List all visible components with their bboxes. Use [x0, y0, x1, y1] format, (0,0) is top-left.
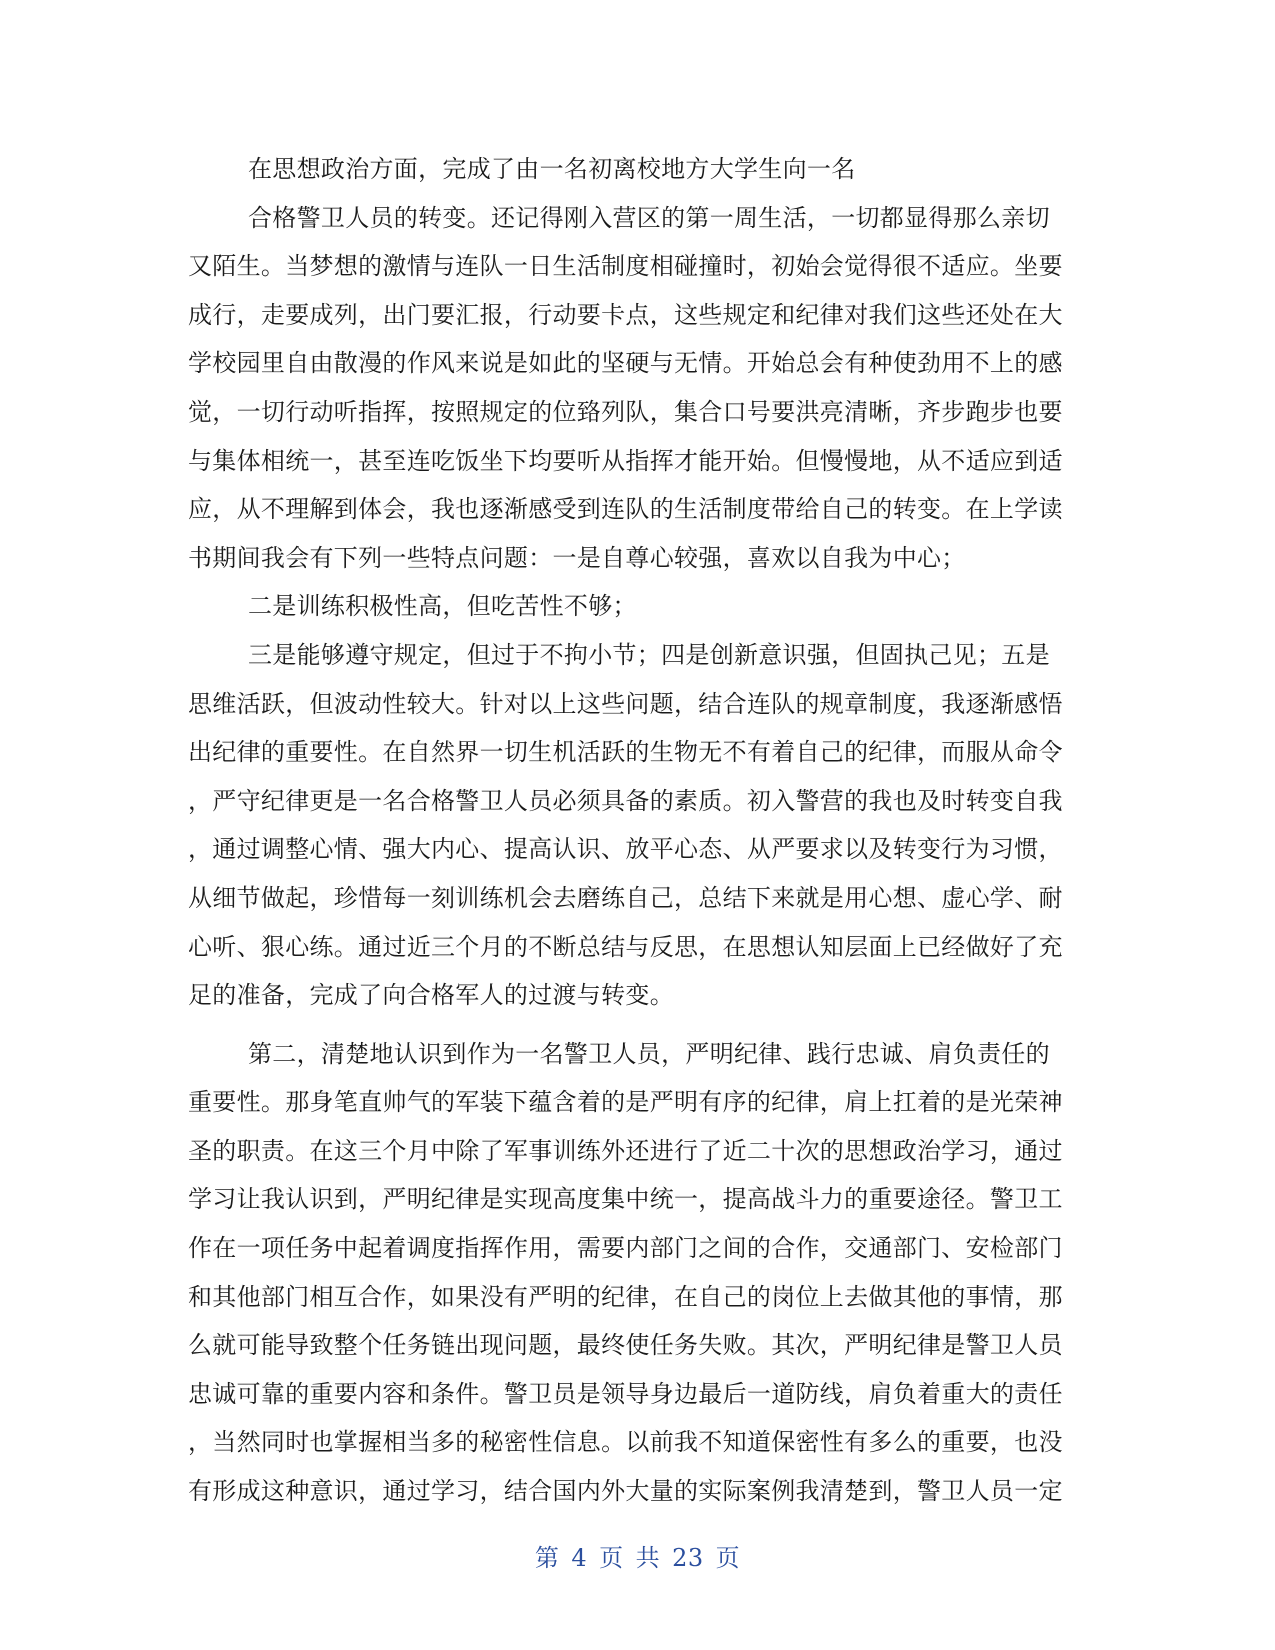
- text-line: 三是能够遵守规定，但过于不拘小节；四是创新意识强，但固执己见；五是: [248, 640, 1050, 669]
- current-page-number: 4: [571, 1544, 588, 1572]
- text-line: 在思想政治方面，完成了由一名初离校地方大学生向一名: [248, 155, 856, 183]
- text-line: 和其他部门相互合作，如果没有严明的纪律，在自己的岗位上去做其他的事情，那: [188, 1282, 1063, 1311]
- text-line: 心听、狠心练。通过近三个月的不断总结与反思，在思想认知层面上已经做好了充: [188, 932, 1063, 961]
- text-line: ，通过调整心情、强大内心、提高认识、放平心态、从严要求以及转变行为习惯，: [188, 835, 1063, 864]
- total-page-count: 23: [672, 1544, 704, 1572]
- text-line: 学校园里自由散漫的作风来说是如此的坚硬与无情。开始总会有种使劲用不上的感: [188, 349, 1063, 378]
- text-line: 作在一项任务中起着调度指挥作用，需要内部门之间的合作，交通部门、安检部门: [188, 1234, 1063, 1263]
- text-line: 圣的职责。在这三个月中除了军事训练外还进行了近二十次的思想政治学习，通过: [188, 1136, 1063, 1165]
- text-line: ，严守纪律更是一名合格警卫人员必须具备的素质。初入警营的我也及时转变自我: [188, 786, 1063, 815]
- text-line: 足的准备，完成了向合格军人的过渡与转变。: [188, 981, 674, 1010]
- text-line: 第二，清楚地认识到作为一名警卫人员，严明纪律、践行忠诚、肩负责任的: [248, 1039, 1050, 1068]
- body-text: [188, 145, 1088, 1516]
- text-line: 二是训练积极性高，但吃苦性不够；: [248, 592, 637, 621]
- footer-page-unit: 页: [599, 1544, 624, 1572]
- text-line: 觉，一切行动听指挥，按照规定的位臵列队，集合口号要洪亮清晰，齐步跑步也要: [188, 397, 1063, 426]
- text-line: 重要性。那身笔直帅气的军装下蕴含着的是严明有序的纪律，肩上扛着的是光荣神: [188, 1088, 1063, 1117]
- text-line: 书期间我会有下列一些特点问题：一是自尊心较强，喜欢以自我为中心；: [188, 543, 966, 572]
- footer-total-unit: 页: [715, 1544, 741, 1572]
- text-line: 与集体相统一，甚至连吃饭坐下均要听从指挥才能开始。但慢慢地，从不适应到适: [188, 446, 1063, 475]
- text-line: 出纪律的重要性。在自然界一切生机活跃的生物无不有着自己的纪律，而服从命令: [188, 738, 1063, 767]
- text-line: 成行，走要成列，出门要汇报，行动要卡点，这些规定和纪律对我们这些还处在大: [188, 300, 1063, 329]
- text-line: 忠诚可靠的重要内容和条件。警卫员是领导身边最后一道防线，肩负着重大的责任: [188, 1379, 1063, 1408]
- page-footer: [0, 1538, 1275, 1573]
- text-line: 学习让我认识到，严明纪律是实现高度集中统一，提高战斗力的重要途径。警卫工: [188, 1185, 1063, 1214]
- text-line: 么就可能导致整个任务链出现问题，最终使任务失败。其次，严明纪律是警卫人员: [188, 1331, 1063, 1360]
- text-line: 又陌生。当梦想的激情与连队一日生活制度相碰撞时，初始会觉得很不适应。坐要: [188, 252, 1063, 281]
- text-line: 从细节做起，珍惜每一刻训练机会去磨练自己，总结下来就是用心想、虚心学、耐: [188, 883, 1063, 912]
- text-line: 应，从不理解到体会，我也逐渐感受到连队的生活制度带给自己的转变。在上学读: [188, 495, 1063, 524]
- text-line: 有形成这种意识，通过学习，结合国内外大量的实际案例我清楚到，警卫人员一定: [188, 1477, 1063, 1506]
- text-line: 合格警卫人员的转变。还记得刚入营区的第一周生活，一切都显得那么亲切: [248, 203, 1050, 232]
- footer-prefix: 第: [534, 1544, 560, 1572]
- paragraph-gap: [188, 1020, 1088, 1030]
- text-line: 思维活跃，但波动性较大。针对以上这些问题，结合连队的规章制度，我逐渐感悟: [188, 689, 1063, 718]
- footer-total-prefix: 共: [635, 1544, 661, 1572]
- text-line: ，当然同时也掌握相当多的秘密性信息。以前我不知道保密性有多么的重要，也没: [188, 1428, 1063, 1457]
